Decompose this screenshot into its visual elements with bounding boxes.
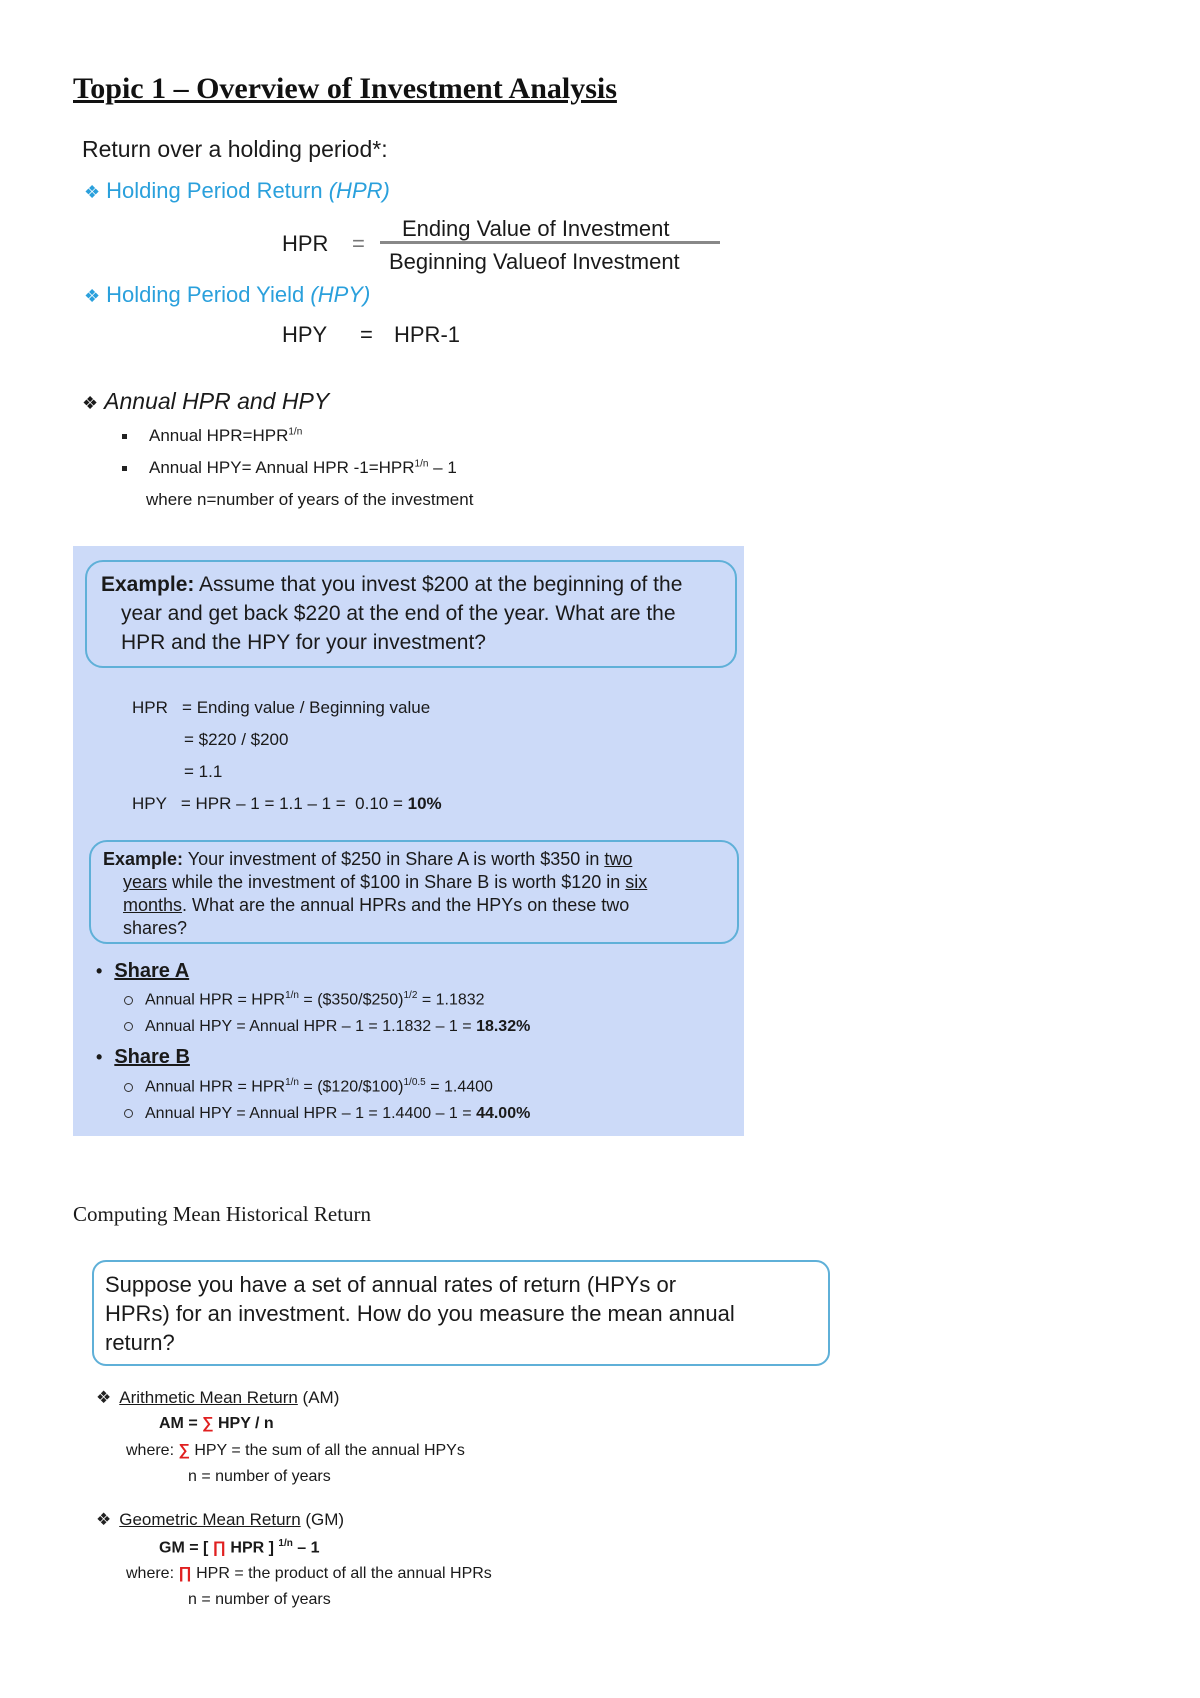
diamond-bullet-icon: ❖	[84, 286, 101, 306]
share-a-hpr: Annual HPR = $HPR^{1/n}$ = ($350/$250)$^{1/2}$ = 1.1832	[124, 990, 485, 1009]
am-heading: ❖ Arithmetic Mean Return (AM)	[96, 1388, 340, 1407]
circle-bullet-icon	[124, 1022, 133, 1031]
circle-bullet-icon	[124, 996, 133, 1005]
gm-heading: ❖ Geometric Mean Return (GM)	[96, 1510, 345, 1529]
hpy-formula-eq: =	[360, 322, 373, 347]
hpr-numerator: Ending Value of Investment	[402, 216, 670, 241]
annual-hpy-item: Annual HPY= Annual HPR $-1=HPR^{1/n} - 1$	[122, 458, 457, 478]
example1-label: Example:	[101, 573, 195, 596]
am-n-note: n = number of years	[188, 1468, 331, 1485]
page-title: Topic 1 – Overview of Investment Analysis	[73, 72, 617, 105]
am-where: where: ∑ HPY = the sum of all the annual HPYs	[126, 1442, 465, 1459]
diamond-bullet-icon: ❖	[82, 393, 99, 413]
diamond-bullet-icon: ❖	[84, 182, 101, 202]
annual-heading: ❖ Annual HPR and HPY	[82, 388, 330, 414]
calc-line-3: = 1.1	[184, 762, 223, 781]
share-b-heading: • Share B	[96, 1046, 190, 1068]
fraction-line	[380, 241, 720, 244]
share-a-hpy: Annual HPY = Annual HPR – 1 = 1.1832 – 1 = 18.32%	[124, 1018, 530, 1036]
hpr-formula-lhs: HPR	[282, 231, 329, 256]
gm-formula: GM = [ ∏ HPR ] $^{1/n}$ – 1	[159, 1538, 320, 1557]
bullet-dot-icon: •	[96, 961, 103, 981]
circle-bullet-icon	[124, 1109, 133, 1118]
diamond-bullet-icon: ❖	[96, 1510, 112, 1529]
hpr-formula-eq: =	[352, 231, 365, 256]
sigma-icon: ∑	[202, 1415, 214, 1432]
pi-icon: ∏	[212, 1539, 226, 1557]
annual-hpr-item: Annual $HPR=HPR^{1/n}$	[122, 426, 302, 446]
example2-box: Example: Your investment of $250 in Share A is worth $350 in two years while the investment of $100 in Share B is worth $120 in six months. What are the annual HPRs and the HPYs on these two shares?	[89, 840, 739, 944]
am-formula: AM = ∑ HPY / n	[159, 1415, 274, 1432]
calc-line-1: HPR = Ending value / Beginning value	[132, 698, 431, 717]
circle-bullet-icon	[124, 1083, 133, 1092]
calc-line-2: = $220 / $200	[184, 730, 289, 749]
square-bullet-icon	[122, 466, 127, 471]
section-title: Computing Mean Historical Return	[73, 1202, 372, 1226]
where-note: where n=number of years of the investment	[146, 490, 474, 509]
pi-icon: ∏	[178, 1565, 192, 1582]
hpy-heading: ❖ Holding Period Yield (HPY)	[84, 282, 371, 307]
return-heading: Return over a holding period*:	[82, 136, 388, 162]
bullet-dot-icon: •	[96, 1047, 103, 1067]
share-a-heading: • Share A	[96, 960, 190, 982]
gm-where: where: ∏ HPR = the product of all the annual HPRs	[126, 1565, 492, 1582]
gm-n-note: n = number of years	[188, 1591, 331, 1608]
diamond-bullet-icon: ❖	[96, 1388, 112, 1407]
hpy-formula-rhs: HPR-1	[394, 322, 461, 347]
hpy-formula-lhs: HPY	[282, 322, 328, 347]
calc-line-4: HPY = HPR – 1 = 1.1 – 1 = 0.10 = 10%	[132, 794, 442, 813]
example1-box: Example: Assume that you invest $200 at the beginning of the year and get back $220 at the end of the year. What are the HPR and the HPY for your investment?	[85, 560, 737, 668]
hpr-heading: ❖ Holding Period Return (HPR)	[84, 178, 390, 203]
share-b-hpy: Annual HPY = Annual HPR – 1 = 1.4400 – 1 = 44.00%	[124, 1105, 530, 1123]
sigma-icon: ∑	[178, 1442, 190, 1459]
question-box: Suppose you have a set of annual rates of return (HPYs or HPRs) for an investment. How do you measure the mean annual return?	[92, 1260, 830, 1366]
square-bullet-icon	[122, 434, 127, 439]
share-b-hpr: Annual HPR = $HPR^{1/n}$ = ($120/$100)$^{1/0.5}$ = 1.4400	[124, 1077, 493, 1096]
hpr-denominator: Beginning Valueof Investment	[389, 249, 680, 274]
